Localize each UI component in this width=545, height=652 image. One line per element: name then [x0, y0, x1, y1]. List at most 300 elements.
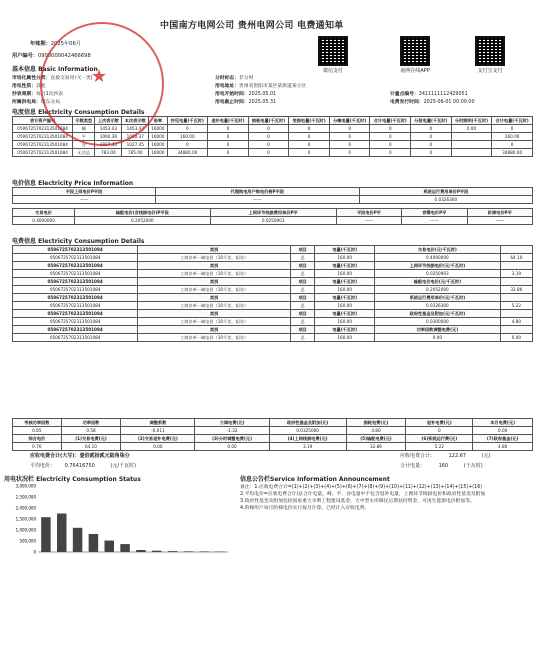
table-cell: ——	[336, 217, 401, 225]
table-row	[13, 270, 533, 278]
table-header: (4)上网线损电费(元)	[269, 435, 346, 443]
app-label: 南网在线APP	[400, 68, 430, 74]
table-header: 电量(千瓦时)	[315, 278, 375, 286]
basic-key: 所属供电局：	[12, 100, 41, 105]
avg-unit: (元/千瓦时)	[110, 463, 137, 469]
table-header: 分段电量(千瓦时)	[411, 117, 452, 125]
table-header-row	[13, 278, 533, 286]
basic-row	[390, 90, 468, 97]
table-cell: 0	[329, 133, 370, 141]
table-header-row	[13, 246, 533, 254]
table-header: 电量(千瓦时)	[315, 294, 375, 302]
table-cell: 0	[329, 125, 370, 133]
table-header: 电量(千瓦时)	[315, 262, 375, 270]
table-header: 功率因数调整电费(元)	[374, 326, 500, 334]
table-cell: 0	[411, 141, 452, 149]
table-cell: 0506725702313501084	[13, 125, 73, 133]
chart-bar	[152, 551, 162, 552]
table-header: 平段上网电价P平段	[13, 188, 156, 196]
table-cell: 0.4000000	[13, 217, 75, 225]
table-header-row	[13, 435, 533, 443]
table-cell: 0506725702313501084	[13, 133, 73, 141]
table-cell	[451, 149, 492, 157]
table-row	[13, 149, 533, 157]
y-tick-label: 3,000,000	[15, 483, 36, 489]
table-header: (6)系统运行费(元)	[406, 435, 473, 443]
total-cn-label: 应收电费合计(大写)：	[30, 453, 80, 459]
basic-value: 2025.05.01	[248, 92, 277, 97]
table-header: 项目	[290, 294, 314, 302]
basic-key: 用电性质：	[12, 84, 36, 89]
table-row	[13, 196, 533, 204]
table-cell: 0506725702313501084	[13, 270, 138, 278]
table-cell: 0	[370, 125, 411, 133]
table-header: 项目	[290, 326, 314, 334]
service-line: 3.政府性基金及附加包括国家重大水利工程建设基金、大中型水库移民后期扶持资金、可再生能源电价附加等。	[240, 499, 475, 504]
table-cell: 0.0326300	[374, 302, 500, 310]
table-cell: 总	[290, 254, 314, 262]
table-cell: 0.0250903	[374, 270, 500, 278]
table-cell: 无功总	[73, 149, 95, 157]
table-header: 系统运行费用单价(元/千瓦时)	[374, 294, 500, 302]
table-cell: 1027.45	[95, 141, 122, 149]
table-cell: 谷	[73, 141, 95, 149]
table-cell: 160.00	[315, 302, 375, 310]
table-cell: 0.76	[13, 443, 62, 451]
table-cell: 0	[167, 141, 208, 149]
app-qr[interactable]	[400, 36, 430, 66]
table-header: 上次表示数	[95, 117, 122, 125]
table-header: 类别	[138, 262, 291, 270]
table-header: 本月电费(元)	[473, 419, 533, 427]
table-cell: 平	[73, 133, 95, 141]
table-header: 退补电费(元)	[406, 419, 473, 427]
table-header-row	[13, 294, 533, 302]
wechat-pay-qr[interactable]	[318, 36, 348, 66]
table-cell: -0.011	[121, 427, 195, 435]
table-cell: 4.80	[473, 443, 533, 451]
table-cell: 总	[290, 318, 314, 326]
user-no-label: 用户编号：	[12, 53, 38, 59]
table-row	[13, 318, 533, 326]
y-tick-label: 500,000	[19, 538, 36, 544]
table-cell: 0506725702313501084	[13, 302, 138, 310]
table-header: 倍率	[149, 117, 167, 125]
table-cell: 0	[289, 149, 330, 157]
table-cell: 0506725702313501084	[13, 254, 138, 262]
table-cell: 0.00	[451, 125, 492, 133]
table-row	[13, 334, 533, 342]
basic-row	[215, 82, 306, 89]
table-header: 损耗电量(千瓦时)	[248, 117, 289, 125]
table-header: 本次表示数	[122, 117, 149, 125]
table-header: 阶梯电价P平	[467, 209, 532, 217]
table-header: 示数类型	[73, 117, 95, 125]
table-cell: 1453.43	[122, 125, 149, 133]
chart-bar	[168, 551, 178, 552]
table-cell: 64.10	[500, 254, 532, 262]
table-cell: 160.00	[315, 286, 375, 294]
basic-key: 电费发行时间：	[390, 100, 424, 105]
period-value: 2025年06月	[50, 41, 81, 47]
table-header: 输配电价电价(元/千瓦时)	[374, 278, 500, 286]
table-cell: 3.19	[269, 443, 346, 451]
y-tick-label: 2,500,000	[15, 494, 36, 500]
table-header: 项目	[290, 310, 314, 318]
table-cell: 4.80	[346, 427, 406, 435]
table-cell: 32.86	[500, 286, 532, 294]
table-cell: 1027.45	[122, 141, 149, 149]
chart-bar	[57, 514, 67, 553]
table-cell: 0506725702313501084	[13, 286, 138, 294]
table-cell: 0	[208, 125, 249, 133]
table-header: 代理购电用户购电价格P平段	[156, 188, 360, 196]
table-cell: 总	[290, 302, 314, 310]
details-heading: 电费信息 Electricity Consumption Details	[12, 238, 145, 245]
consumption-heading: 电度信息 Electricity Consumption Details	[12, 109, 145, 116]
basic-key: 计量点编号：	[390, 92, 419, 97]
table-cell: 0.00	[121, 443, 195, 451]
table-cell	[451, 141, 492, 149]
table-cell: 总	[290, 270, 314, 278]
table-cell: 工商业单一制电价（10千伏、阳业）	[138, 286, 291, 294]
table-cell: 总	[290, 286, 314, 294]
table-header: 项目	[290, 246, 314, 254]
table-header: 0506725702313501084	[13, 294, 138, 302]
table-cell: 0	[248, 149, 289, 157]
service-title: 信息公告栏Service Information Announcement	[240, 476, 390, 483]
table-header: 平段电价P平	[336, 209, 401, 217]
table-header: 抄见电量(千瓦时)	[167, 117, 208, 125]
chart-bar	[41, 517, 51, 552]
details-table	[12, 245, 533, 342]
table-cell: 4.80	[500, 318, 532, 326]
basic-value: 2025-06-01 00:00:00	[423, 100, 475, 105]
wechat-pay-label: 微信支付	[322, 68, 343, 74]
table-row	[13, 443, 533, 451]
table-row	[13, 254, 533, 262]
table-cell: 0	[248, 141, 289, 149]
table-cell: 785.00	[122, 149, 149, 157]
table-row	[13, 286, 533, 294]
table-header-row	[13, 262, 533, 270]
basic-value: 其他	[36, 84, 46, 89]
table-cell: 5.22	[500, 302, 532, 310]
table-header: (2)交易退补电费(元)	[121, 435, 195, 443]
table-header: 表计资产编号	[13, 117, 73, 125]
table-header: 合计电量(千瓦时)	[370, 117, 411, 125]
table-header: 功率因数	[61, 419, 121, 427]
table-cell: 工商业单一制电价（10千伏、阳业）	[138, 318, 291, 326]
table-header: 调整系数	[121, 419, 195, 427]
table-cell: 0506725702313501084	[13, 149, 73, 157]
table-cell: ——	[467, 217, 532, 225]
table-cell: 0.0300000	[374, 318, 500, 326]
basic-row	[215, 74, 253, 81]
service-line: 2.平均电价=应收电费合计/总合计电量。峰、平、谷电量中不包含退补电量，上网环节线损电价和政府性基金及附加	[240, 492, 486, 497]
table-header: 考核功率因数	[13, 419, 62, 427]
table-header: 类别	[138, 326, 291, 334]
table-header: (7)政府基金(元)	[473, 435, 533, 443]
table-cell: 34880.00	[167, 149, 208, 157]
y-tick-label: 0	[33, 549, 36, 555]
table-header: 电量(千瓦时)	[315, 310, 375, 318]
table-cell: 0	[370, 141, 411, 149]
table-cell: 0	[406, 427, 473, 435]
table-header	[500, 294, 532, 302]
table-cell: 0	[329, 141, 370, 149]
table-header: 输配电价(含线损电价)P平段	[75, 209, 210, 217]
table-cell: 0506725702313501084	[13, 141, 73, 149]
table-cell: 34880.00	[492, 149, 533, 157]
table-header	[500, 246, 532, 254]
table-cell: 0.0325000	[269, 427, 346, 435]
table-header: 容需电价P平	[402, 209, 467, 217]
table-cell: 783.00	[95, 149, 122, 157]
total-cn-value: 壹佰贰拾贰元陆角柒分	[79, 453, 130, 459]
basic-key: 分时标志：	[215, 76, 239, 81]
table-header: 电量(千瓦时)	[315, 326, 375, 334]
basic-key: 市场化属性分类：	[12, 76, 51, 81]
table-cell: 0	[492, 125, 533, 133]
basic-key: 抄表周期：	[12, 92, 36, 97]
alipay-qr[interactable]	[475, 36, 505, 66]
qty-value: 160	[438, 463, 449, 469]
service-text	[240, 484, 540, 512]
table-header: 退补电量(千瓦时)	[208, 117, 249, 125]
service-line: 4.阶梯用户每月阶梯电价实行按月计算，已经计入应收电费。	[240, 506, 370, 511]
table-header: 类别	[138, 310, 291, 318]
table-cell: 0	[208, 133, 249, 141]
table-cell: 0.0250903	[210, 217, 336, 225]
table-cell: 0	[208, 141, 249, 149]
table-cell: 0506725702313501084	[13, 334, 138, 342]
table-row	[13, 427, 533, 435]
chart-bar	[105, 541, 115, 552]
qty-unit: (千瓦时)	[463, 463, 483, 469]
table-cell: 1060.36	[95, 133, 122, 141]
table-cell: 160.00	[315, 254, 375, 262]
table-header: 类别	[138, 278, 291, 286]
table-cell: 160.00	[167, 133, 208, 141]
basic-value: 直接交易用户(一类)	[50, 76, 93, 81]
basic-value: 3411111112429051	[418, 92, 468, 97]
total-cn	[30, 452, 130, 459]
qty-label: 合计电量：	[400, 463, 426, 469]
chart-bar	[120, 544, 130, 552]
table-cell: 16000	[149, 141, 167, 149]
table-cell: 0.0326300	[359, 196, 532, 204]
chart-bar	[73, 528, 83, 552]
table-header: 损耗电费(元)	[346, 419, 406, 427]
table-cell: ——	[156, 196, 360, 204]
table-cell: 0.58	[61, 427, 121, 435]
total-num-label: 应收电费合计：	[400, 453, 436, 459]
table-header: 合计电量(千瓦时)	[492, 117, 533, 125]
table-cell: 峰	[73, 125, 95, 133]
table-cell: 1060.37	[122, 133, 149, 141]
table-cell: 0.00	[500, 334, 532, 342]
table-header: 变损电量(千瓦时)	[289, 117, 330, 125]
table-header: 交易电价	[13, 209, 75, 217]
basic-info-heading: 基本信息 Basic Information	[12, 66, 98, 73]
basic-key: 用电截止时间：	[215, 100, 249, 105]
bill-title: 中国南方电网公司 贵州电网公司 电费通知单	[160, 21, 344, 31]
table-cell: 0.00	[473, 427, 533, 435]
table-header: (5)输配电费(元)	[346, 435, 406, 443]
table-header: 0506725702313501084	[13, 310, 138, 318]
period-label: 年账期：	[30, 41, 51, 47]
basic-value: 贵州省贵阳市某区某街道某小区	[239, 84, 307, 89]
table-cell: 0	[248, 133, 289, 141]
table-cell: 160.00	[315, 334, 375, 342]
table-header: 上网环节线损电价(元/千瓦时)	[374, 262, 500, 270]
table-cell: 64.10	[61, 443, 121, 451]
y-tick-label: 2,000,000	[15, 505, 36, 511]
avg-price	[30, 462, 136, 469]
table-header: 类别	[138, 246, 291, 254]
table-header: 0506725702313501084	[13, 326, 138, 334]
table-header	[500, 262, 532, 270]
table-header-row	[13, 419, 533, 427]
table-cell: 0.00	[195, 443, 269, 451]
table-cell: 工商业单一制电价（10千伏、阳业）	[138, 254, 291, 262]
table-cell: 16000	[149, 149, 167, 157]
table-header: (3)分时调整电费(元)	[195, 435, 269, 443]
price-heading: 电价信息 Electricity Price Information	[12, 180, 134, 187]
consumption-chart	[4, 482, 234, 562]
table-cell: 0	[411, 125, 452, 133]
table-cell: 0	[289, 125, 330, 133]
table-header: 综合电价	[13, 435, 62, 443]
table-cell: 0	[289, 133, 330, 141]
table-header: 交易电价(元/千瓦时)	[374, 246, 500, 254]
table-header: 电量(千瓦时)	[315, 246, 375, 254]
table-cell: 工商业单一制电价（10千伏、阳业）	[138, 270, 291, 278]
basic-key: 用电地址：	[215, 84, 239, 89]
table-header: 项目	[290, 262, 314, 270]
table-cell: 0	[208, 149, 249, 157]
table-cell: 0	[248, 125, 289, 133]
table-cell	[451, 133, 492, 141]
table-cell: 32.86	[346, 443, 406, 451]
table-cell: 0.2052000	[75, 217, 210, 225]
y-tick-label: 1,000,000	[15, 527, 36, 533]
table-cell: 0	[492, 141, 533, 149]
service-line: 备注：1.应收电费合计=(1)+(2)+(3)+(4)+(5)+(6)+(7)+(8)+(9)+(10)+(11)+(12)+(13)+(14)+(15)+(16)	[240, 485, 483, 490]
alipay-label: 支付宝支付	[477, 68, 503, 74]
table-header: 上网环节线损费用单价P平	[210, 209, 336, 217]
basic-value: 每月1次抄表	[36, 92, 64, 97]
price-table-top	[12, 187, 533, 204]
table-header: 分时照明(千瓦时)	[451, 117, 492, 125]
table-cell: 0.00	[374, 334, 500, 342]
table-cell: -1.32	[195, 427, 269, 435]
table-cell: 0	[411, 133, 452, 141]
chart-title: 用电状况栏 Electricity Consumption Status	[4, 476, 141, 483]
table-cell: ——	[402, 217, 467, 225]
table-cell: 总	[290, 334, 314, 342]
total-unit: (元)	[481, 453, 491, 459]
table-header	[500, 310, 532, 318]
basic-value: 非分时	[239, 76, 254, 81]
basic-row	[215, 90, 276, 97]
table-header: 力调电费(元)	[195, 419, 269, 427]
table-header-row	[13, 188, 533, 196]
table-cell: ——	[13, 196, 156, 204]
table-cell: 0	[329, 149, 370, 157]
table-header: 政府性基金及附加(元)	[269, 419, 346, 427]
table-header: (1)交易电费(元)	[61, 435, 121, 443]
basic-key: 用电开始时间：	[215, 92, 249, 97]
table-cell: 16000	[149, 125, 167, 133]
table-header: 系统运行费用单价P平段	[359, 188, 532, 196]
table-header: 政府性基金及附加(元/千瓦时)	[374, 310, 500, 318]
chart-bar	[89, 534, 99, 552]
y-tick-label: 1,500,000	[15, 516, 36, 522]
table-row	[13, 302, 533, 310]
table-header-row	[13, 209, 533, 217]
table-cell: 160.00	[315, 270, 375, 278]
basic-value: 城东分局	[40, 100, 60, 105]
total-num-value: 122.67	[448, 453, 467, 459]
table-header-row	[13, 326, 533, 334]
table-cell: 3.19	[500, 270, 532, 278]
basic-row	[390, 98, 475, 105]
table-cell: 1453.43	[95, 125, 122, 133]
total-num	[400, 452, 491, 459]
table-cell: 0.85	[13, 427, 62, 435]
table-cell: 工商业单一制电价（10千伏、阳业）	[138, 302, 291, 310]
stamp-star-icon: ★	[91, 66, 108, 87]
table-cell: 0	[411, 149, 452, 157]
price-table	[12, 208, 533, 225]
basic-value: 2025.05.31	[248, 100, 277, 105]
table-row	[13, 217, 533, 225]
table-header: 0506725702313501084	[13, 246, 138, 254]
table-header-row	[13, 310, 533, 318]
table-cell: 160.00	[315, 318, 375, 326]
avg-value: 0.76416750	[64, 463, 95, 469]
user-no-value: 0900000042466698	[37, 53, 91, 59]
table-header: 分摊电量(千瓦时)	[329, 117, 370, 125]
table-cell: 0.2052000	[374, 286, 500, 294]
avg-label: 平均电价：	[30, 463, 56, 469]
chart-bar	[136, 550, 146, 552]
total-qty	[400, 462, 483, 469]
chart-bar	[184, 551, 194, 552]
table-cell: 0	[370, 133, 411, 141]
table-cell: 0	[370, 149, 411, 157]
table-cell: 0	[289, 141, 330, 149]
chart-bar	[200, 551, 210, 552]
basic-row	[215, 98, 276, 105]
table-cell: 0.4000000	[374, 254, 500, 262]
table-header	[500, 278, 532, 286]
table-cell: 160.00	[492, 133, 533, 141]
table-cell: 0506725702313501084	[13, 318, 138, 326]
summary-table	[12, 418, 533, 451]
table-cell: 工商业单一制电价（10千伏、阳业）	[138, 334, 291, 342]
table-cell: 16000	[149, 133, 167, 141]
table-header	[500, 326, 532, 334]
table-cell: 5.22	[406, 443, 473, 451]
table-header: 项目	[290, 278, 314, 286]
table-header: 类别	[138, 294, 291, 302]
table-cell: 0	[167, 125, 208, 133]
table-header: 0506725702313501084	[13, 278, 138, 286]
table-header: 0506725702313501084	[13, 262, 138, 270]
